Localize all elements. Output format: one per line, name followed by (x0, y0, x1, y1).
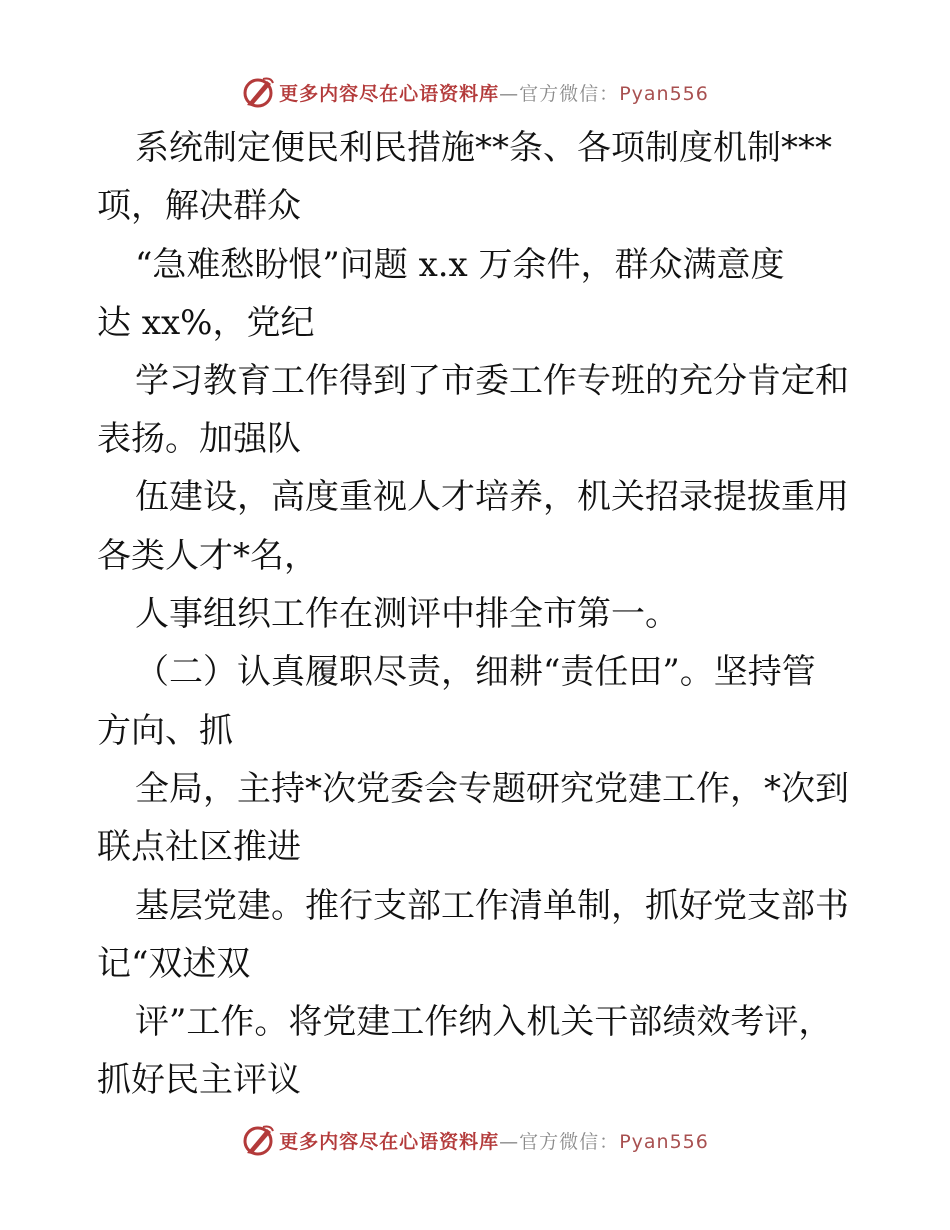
banner-slogan: 更多内容尽在心语资料库 (279, 82, 500, 105)
body-line: 表扬。加强队 (97, 419, 301, 459)
body-line: 方向、抓 (97, 711, 233, 751)
body-line: 记“双述双 (97, 944, 251, 984)
banner-wechat-id: Pyan556 (619, 82, 709, 105)
quill-pen-logo-icon (241, 1123, 275, 1157)
banner-text (279, 79, 709, 106)
section-heading-line: （二）认真履职尽责，细耕“责任田”。坚持管 (135, 652, 816, 692)
body-line: 项，解决群众 (97, 186, 301, 226)
banner-slogan: 更多内容尽在心语资料库 (279, 1130, 500, 1153)
body-line: 各类人才*名， (97, 536, 318, 576)
body-line: 抓好民主评议 (97, 1060, 301, 1100)
banner-text (279, 1127, 709, 1154)
body-line: 基层党建。推行支部工作清单制，抓好党支部书 (135, 886, 849, 926)
banner-wechat-id: Pyan556 (619, 1130, 709, 1153)
banner-dash: — (499, 82, 520, 105)
quill-pen-logo-icon (241, 75, 275, 109)
banner-dash: — (499, 1130, 520, 1153)
body-line: 评”工作。将党建工作纳入机关干部绩效考评， (135, 1002, 833, 1042)
body-line: 全局，主持*次党委会专题研究党建工作，*次到 (135, 769, 849, 809)
body-line: 系统制定便民利民措施**条、各项制度机制*** (135, 128, 832, 168)
body-line: 达 xx%，党纪 (97, 303, 315, 343)
body-line: 人事组织工作在测评中排全市第一。 (135, 594, 679, 634)
banner-wechat-label: 官方微信： (519, 1130, 620, 1153)
body-line: “急难愁盼恨”问题 x.x 万余件，群众满意度 (135, 245, 785, 285)
banner-wechat-label: 官方微信： (519, 82, 620, 105)
body-line: 伍建设，高度重视人才培养，机关招录提拔重用 (135, 477, 849, 517)
body-line: 学习教育工作得到了市委工作专班的充分肯定和 (135, 361, 849, 401)
header-banner (0, 72, 950, 112)
footer-banner (0, 1120, 950, 1160)
body-line: 联点社区推进 (97, 827, 301, 867)
